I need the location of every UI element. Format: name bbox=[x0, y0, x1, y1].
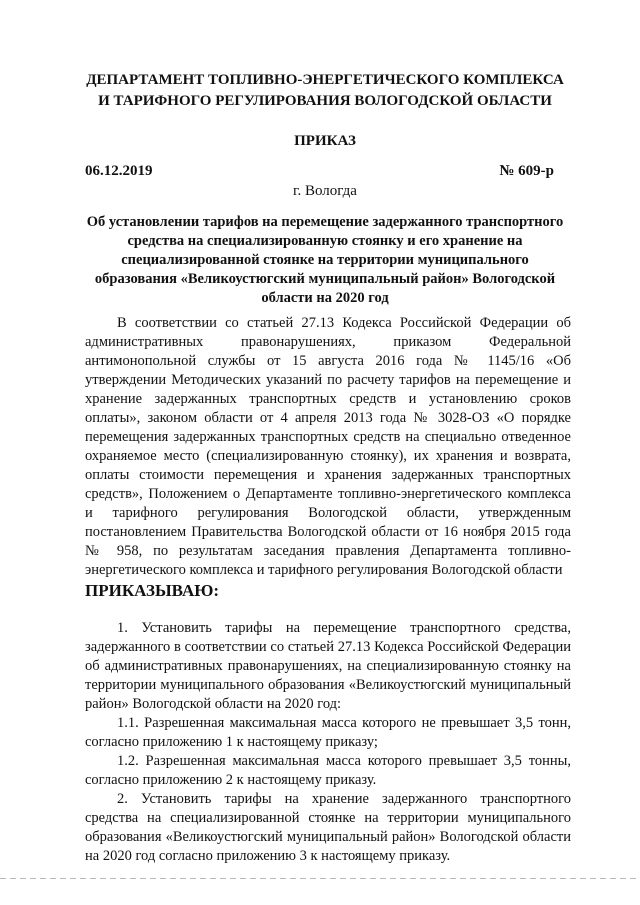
department-line-2: И ТАРИФНОГО РЕГУЛИРОВАНИЯ ВОЛОГОДСКОЙ ОБЛАСТИ bbox=[98, 93, 552, 109]
order-date: 06.12.2019 bbox=[85, 163, 153, 179]
order-body bbox=[85, 314, 571, 866]
preamble-paragraph: В соответствии со статьей 27.13 Кодекса Российской Федерации об административных правонарушениях, приказом Федеральной антимонопольной службы от 15 августа 2016 года № 1145/16 «Об утверждении Методических указаний по расчету тарифов на перемещение и хранение задержанных транспортных средств и установлению сроков оплаты», законом области от 4 апреля 2013 года № 3028-ОЗ «О порядке перемещения задержанных транспортных средств на специально отведенное охраняемое место (специализированную стоянку), их хранения и возврата, оплаты стоимости перемещения и хранения задержанных транспортных средств», Положением о Департаменте топливно-энергетического комплекса и тарифного регулирования Вологодской области, утвержденным постановлением Правительства Вологодской области от 16 ноября 2015 года № 958, по результатам заседания правления Департамента топливно-энергетического комплекса и тарифного регулирования Вологодской области bbox=[85, 315, 571, 578]
order-subject: Об установлении тарифов на перемещение задержанного транспортного средства на специализированную стоянку и его хранение на специализированной стоянке на территории муниципального образования «Великоустюгский муниципальный район» Вологодской области на 2020 год bbox=[86, 214, 564, 306]
order-item-1-2: 1.2. Разрешенная максимальная масса которого превышает 3,5 тонны, согласно приложению 2 к настоящему приказу. bbox=[85, 753, 571, 788]
city-name: г. Вологда bbox=[293, 183, 357, 199]
order-number: № 609-р bbox=[499, 163, 554, 179]
department-line-1: ДЕПАРТАМЕНТ ТОПЛИВНО-ЭНЕРГЕТИЧЕСКОГО КОМПЛЕКСА bbox=[86, 72, 564, 88]
document-type-title: ПРИКАЗ bbox=[294, 133, 356, 149]
order-item-1-1: 1.1. Разрешенная максимальная масса которого не превышает 3,5 тонн, согласно приложению 1 к настоящему приказу; bbox=[85, 715, 571, 750]
order-item-1: 1. Установить тарифы на перемещение транспортного средства, задержанного в соответствии со статьей 27.13 Кодекса Российской Федерации об административных правонарушениях, на специализированную стоянку на территории муниципального образования «Великоустюгский муниципальный район» Вологодской области на 2020 год: bbox=[85, 620, 571, 712]
order-item-2: 2. Установить тарифы на хранение задержанного транспортного средства на специализированной стоянке на территории муниципального образования «Великоустюгский муниципальный район» Вологодской области на 2020 год согласно приложению 3 к настоящему приказу. bbox=[85, 791, 571, 864]
scan-edge-divider bbox=[0, 878, 640, 879]
department-name bbox=[60, 70, 590, 112]
order-word: ПРИКАЗЫВАЮ: bbox=[85, 581, 220, 600]
